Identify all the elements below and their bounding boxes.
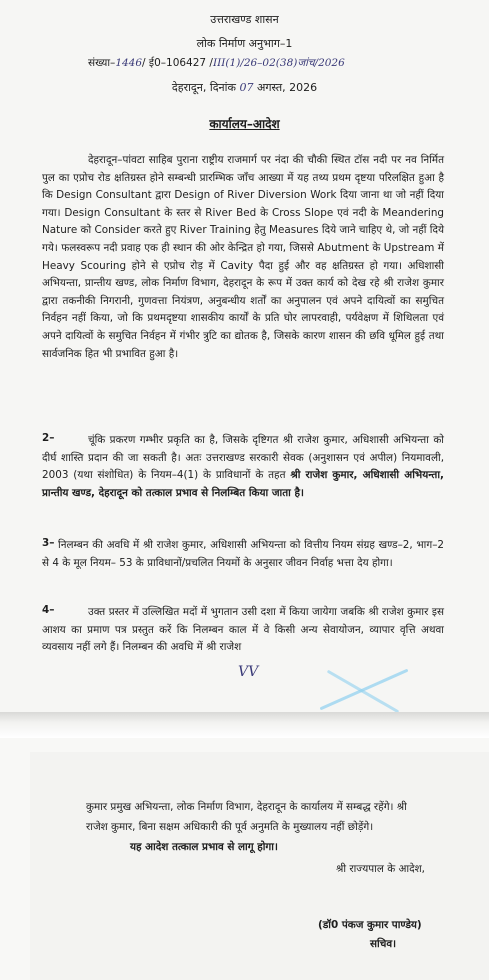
reference-number: संख्या–1446/ ई0–106427 /III(1)/26–02(38)जांच/2026 <box>88 57 345 69</box>
page2-line-1: कुमार प्रमुख अभियन्ता, लोक निर्माण विभाग, देहरादून के कार्यालय में सम्बद्ध रहेंगे। श्री <box>86 801 407 813</box>
suspension-statement: श्री राजेश कुमार, अधिशासी अभियन्ता, प्रान्तीय खण्ड, देहरादून को तत्काल प्रभाव से निलम्बित किया जाता है। <box>42 469 444 499</box>
section-name: लोक निर्माण अनुभाग–1 <box>196 37 293 50</box>
initial-mark: VV <box>238 664 259 680</box>
para-2-number: 2– <box>42 432 55 444</box>
paragraph-1: देहरादून–पांवटा साहिब पुराना राष्ट्रीय राजमार्ग पर नंदा की चौकी स्थित टॉस नदी पर नव निर्मित पुल का एप्रोच रोड क्षतिग्रस्त होने सम्बन्धी प्रारम्भिक जाँच आख्या में यह तथ्य प्रथम दृष्टया परिलक्षित हुआ है कि Design Consultant द्वारा Design of River Diversion Work दिया जाना था जो नहीं दिया गया। Design Consultant के स्तर से River Bed के Cross Slope एवं नदी के Meandering Nature को Consider करते हुए River Training हेतु Measures दिये जाने चाहिए थे, जो नहीं दिये गये। फलस्वरूप नदी प्रवाह एक ही स्थान की ओर केन्द्रित हो गया, जिससे Abutment के Upstream में Heavy Scouring होने से एप्रोच रोड़ में Cavity पैदा हुई और वह क्षतिग्रस्त हो गया। अधिशासी अभियन्ता, प्रान्तीय खण्ड, लोक निर्माण विभाग, देहरादून के रूप में उक्त कार्य को देख रहे श्री राजेश कुमार द्वारा तकनीकी निगरानी, गुणवत्ता नियंत्रण, अनुबन्धीय शर्तों का अनुपालन एवं अपने दायित्वों का समुचित निर्वहन नहीं किया, जो कि प्रथमदृष्टया शासकीय कार्यों के प्रति घोर लापरवाही, पर्यवेक्षण में शिथिलता एवं अपने दायित्वों के समुचित निर्वहन में गंभीर त्रुटि का द्योतक है, जिसके कारण शासन की छवि धूमिल हुई तथा सार्वजनिक हित भी प्रभावित हुआ है। <box>42 154 444 360</box>
paragraph-2: चूंकि प्रकरण गम्भीर प्रकृति का है, जिसके दृष्टिगत श्री राजेश कुमार, अधिशासी अभियन्ता को दीर्घ शास्ति प्रदान की जा सकती है। अतः उत्तराखण्ड सरकारी सेवक (अनुशासन एवं अपील) नियमावली, 2003 (यथा संशोधित) के नियम–4(1) के प्राविधानों के तहत श्री राजेश कुमार, अधिशासी अभियन्ता, प्रान्तीय खण्ड, देहरादून को तत्काल प्रभाव से निलम्बित किया जाता है। <box>42 434 444 499</box>
signatory-name: (डॉ0 पंकज कुमार पाण्डेय) <box>318 919 422 931</box>
signatory-designation: सचिव। <box>370 938 397 950</box>
page-gap <box>0 712 489 738</box>
governor-order: श्री राज्यपाल के आदेश, <box>336 863 425 875</box>
page2-line-2: राजेश कुमार, बिना सक्षम अधिकारी की पूर्व अनुमति के मुख्यालय नहीं छोड़ेंगे। <box>86 821 374 833</box>
paragraph-3: निलम्बन की अवधि में श्री राजेश कुमार, अधिशासी अभियन्ता को वित्तीय नियम संग्रह खण्ड–2, भाग–2 से 4 के मूल नियम– 53 के प्राविधानों/प्रचलित नियमों के अनुसार जीवन निर्वाह भत्ता देय होगा। <box>42 539 444 569</box>
paragraph-4: उक्त प्रस्तर में उल्लिखित मदों में भुगतान उसी दशा में किया जायेगा जबकि श्री राजेश कुमार इस आशय का प्रमाण पत्र प्रस्तुत करें कि निलम्बन काल में वे किसी अन्य सेवायोजन, व्यापार वृत्ति अथवा व्यवसाय नहीं लगे हैं। निलम्बन की अवधि में श्री राजेश <box>42 606 444 654</box>
effective-notice: यह आदेश तत्काल प्रभाव से लागू होगा। <box>130 841 278 853</box>
para-3-number: 3– <box>42 537 55 549</box>
ref-handwritten: 1446 <box>115 57 143 69</box>
page-two <box>0 738 489 980</box>
date-line: देहरादून, दिनांक 07 अगस्त, 2026 <box>171 81 318 94</box>
date-handwritten: 07 <box>239 81 254 94</box>
para-4-number: 4– <box>42 604 55 616</box>
subject-heading: कार्यालय–आदेश <box>209 117 280 131</box>
ref-handwritten-2: III(1)/26–02(38)जांच/2026 <box>212 57 345 69</box>
govt-name: उत्तराखण्ड शासन <box>210 13 279 26</box>
